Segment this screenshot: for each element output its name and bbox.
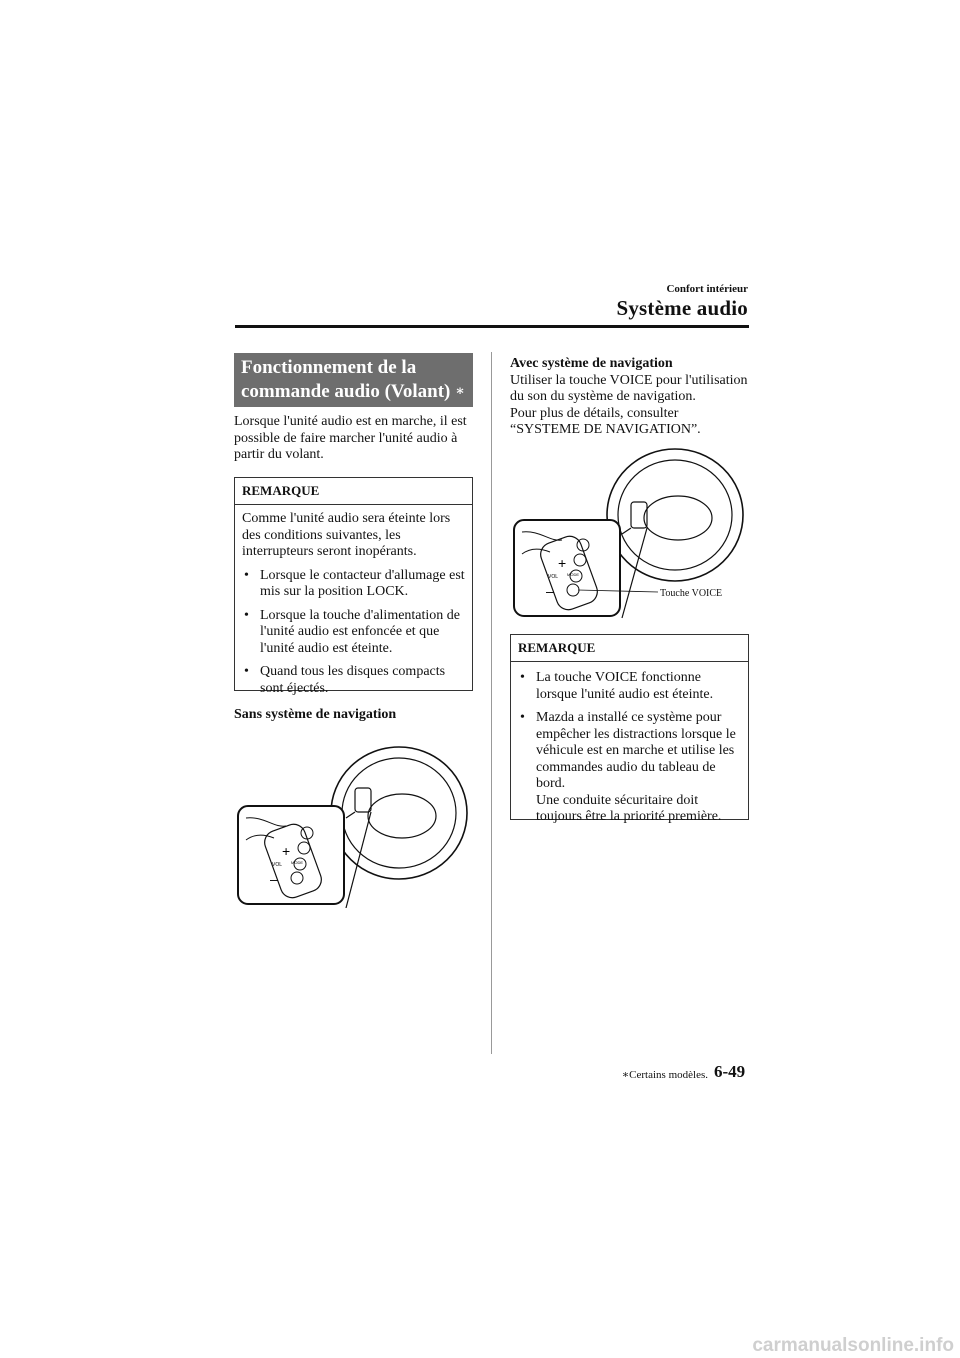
vol-label: VOL	[272, 862, 283, 868]
note-heading: REMARQUE	[235, 478, 472, 505]
nav-paragraph-2: Pour plus de détails, consulter	[510, 405, 679, 421]
steering-wheel-illustration-left	[234, 738, 474, 908]
volume-plus-glyph: +	[558, 555, 567, 571]
vol-label: VOL	[548, 574, 559, 580]
watermark: carmanualsonline.info	[752, 1335, 954, 1356]
note-bullet: • Quand tous les disques compacts sont éjectés.	[244, 664, 446, 696]
note-box-right	[510, 634, 749, 824]
nav-paragraph: Utiliser la touche VOICE pour l'utilisation du son du système de navigation.	[510, 372, 748, 404]
section-label: Confort intérieur	[666, 283, 748, 295]
intro-paragraph: Lorsque l'unité audio est en marche, il est possible de faire marcher l'unité audio à partir du volant.	[234, 414, 467, 462]
note-box-left	[234, 477, 473, 696]
mode-label: MODE	[567, 572, 579, 577]
nav-paragraph-3: “SYSTEME DE NAVIGATION”.	[510, 422, 701, 437]
page-number: 6-49	[714, 1062, 746, 1081]
figure-caption-voice: Touche VOICE	[660, 588, 723, 599]
section-title: Fonctionnement de la commande audio (Volant)	[241, 357, 451, 402]
footer-note	[600, 1068, 708, 1081]
note-heading: REMARQUE	[511, 635, 748, 662]
nav-section	[510, 356, 760, 439]
note-bullet: • La touche VOICE fonctionne lorsque l'unité audio est éteinte.	[520, 670, 714, 702]
mode-label: MODE	[291, 860, 303, 865]
subheading-with-nav: Avec système de navigation	[510, 356, 673, 371]
asterisk-mark: ∗	[621, 1069, 630, 1081]
note-text: Comme l'unité audio sera éteinte lors des conditions suivantes, les interrupteurs seront inopérants.	[242, 511, 451, 559]
note-bullet: • Lorsque le contacteur d'allumage est mis sur la position LOCK.	[244, 567, 465, 599]
volume-minus-glyph: –	[546, 583, 554, 599]
footer-note-text: Certains modèles.	[629, 1069, 708, 1081]
note-extra: Une conduite sécuritaire doit toujours être la priorité première.	[536, 792, 722, 824]
header-rule	[235, 325, 749, 328]
chapter-title: Système audio	[616, 296, 748, 320]
section-title-box	[234, 353, 473, 407]
volume-plus-glyph: +	[282, 843, 291, 859]
note-bullet: • Lorsque la touche d'alimentation de l'unité audio est enfoncée et que l'unité audio est éteinte.	[244, 607, 461, 656]
note-bullet: • Mazda a installé ce système pour empêcher les distractions lorsque le véhicule est en marche et utilise les commandes audio du tableau de bord. Une conduite sécuritaire doit toujours être la priorité première.	[518, 710, 742, 826]
column-divider	[491, 352, 492, 1054]
volume-minus-glyph: –	[270, 871, 278, 887]
subheading-without-nav: Sans système de navigation	[234, 707, 397, 722]
asterisk-mark: ∗	[455, 384, 465, 399]
